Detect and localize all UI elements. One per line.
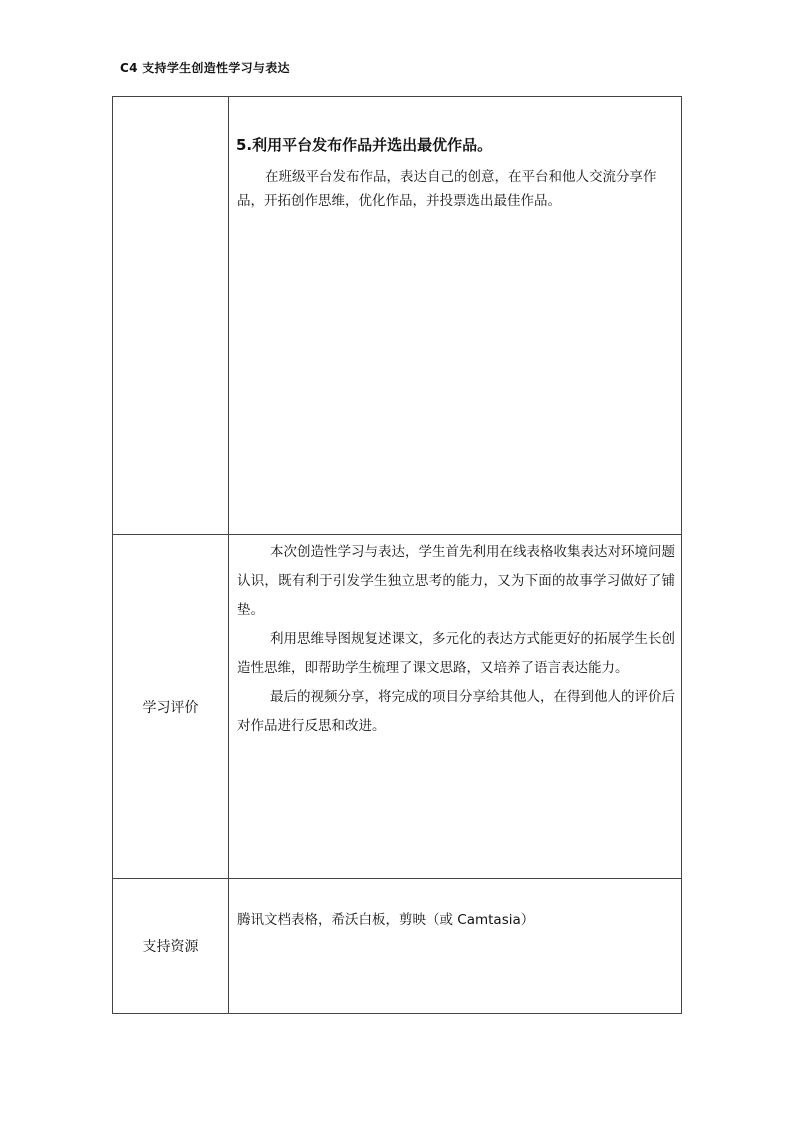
table-row — [113, 535, 682, 879]
row-label-empty — [113, 97, 229, 535]
row-label-evaluation: 学习评价 — [113, 535, 229, 879]
table-row — [113, 97, 682, 535]
resources-text: 腾讯文档表格，希沃白板，剪映（或 Camtasia） — [237, 912, 535, 928]
resources-cell — [229, 879, 682, 1014]
evaluation-paragraph: 最后的视频分享，将完成的项目分享给其他人，在得到他人的评价后对作品进行反思和改进。 — [237, 689, 675, 734]
evaluation-cell — [229, 535, 682, 879]
section-title: 5.利用平台发布作品并选出最优作品。 — [236, 136, 493, 154]
activity-paragraph: 在班级平台发布作品，表达自己的创意，在平台和他人交流分享作品，开拓创作思维，优化作品，并投票选出最佳作品。 — [237, 169, 657, 209]
evaluation-paragraph: 利用思维导图规复述课文，多元化的表达方式能更好的拓展学生长创造性思维，即帮助学生梳理了课文思路，又培养了语言表达能力。 — [237, 631, 675, 676]
content-table — [112, 96, 682, 1014]
document-header: C4 支持学生创造性学习与表达 — [120, 61, 290, 75]
table-row — [113, 879, 682, 1014]
activity-cell — [229, 97, 682, 535]
evaluation-paragraph: 本次创造性学习与表达，学生首先利用在线表格收集表达对环境问题认识，既有利于引发学生独立思考的能力，又为下面的故事学习做好了铺垫。 — [237, 544, 675, 618]
row-label-resources: 支持资源 — [113, 879, 229, 1014]
